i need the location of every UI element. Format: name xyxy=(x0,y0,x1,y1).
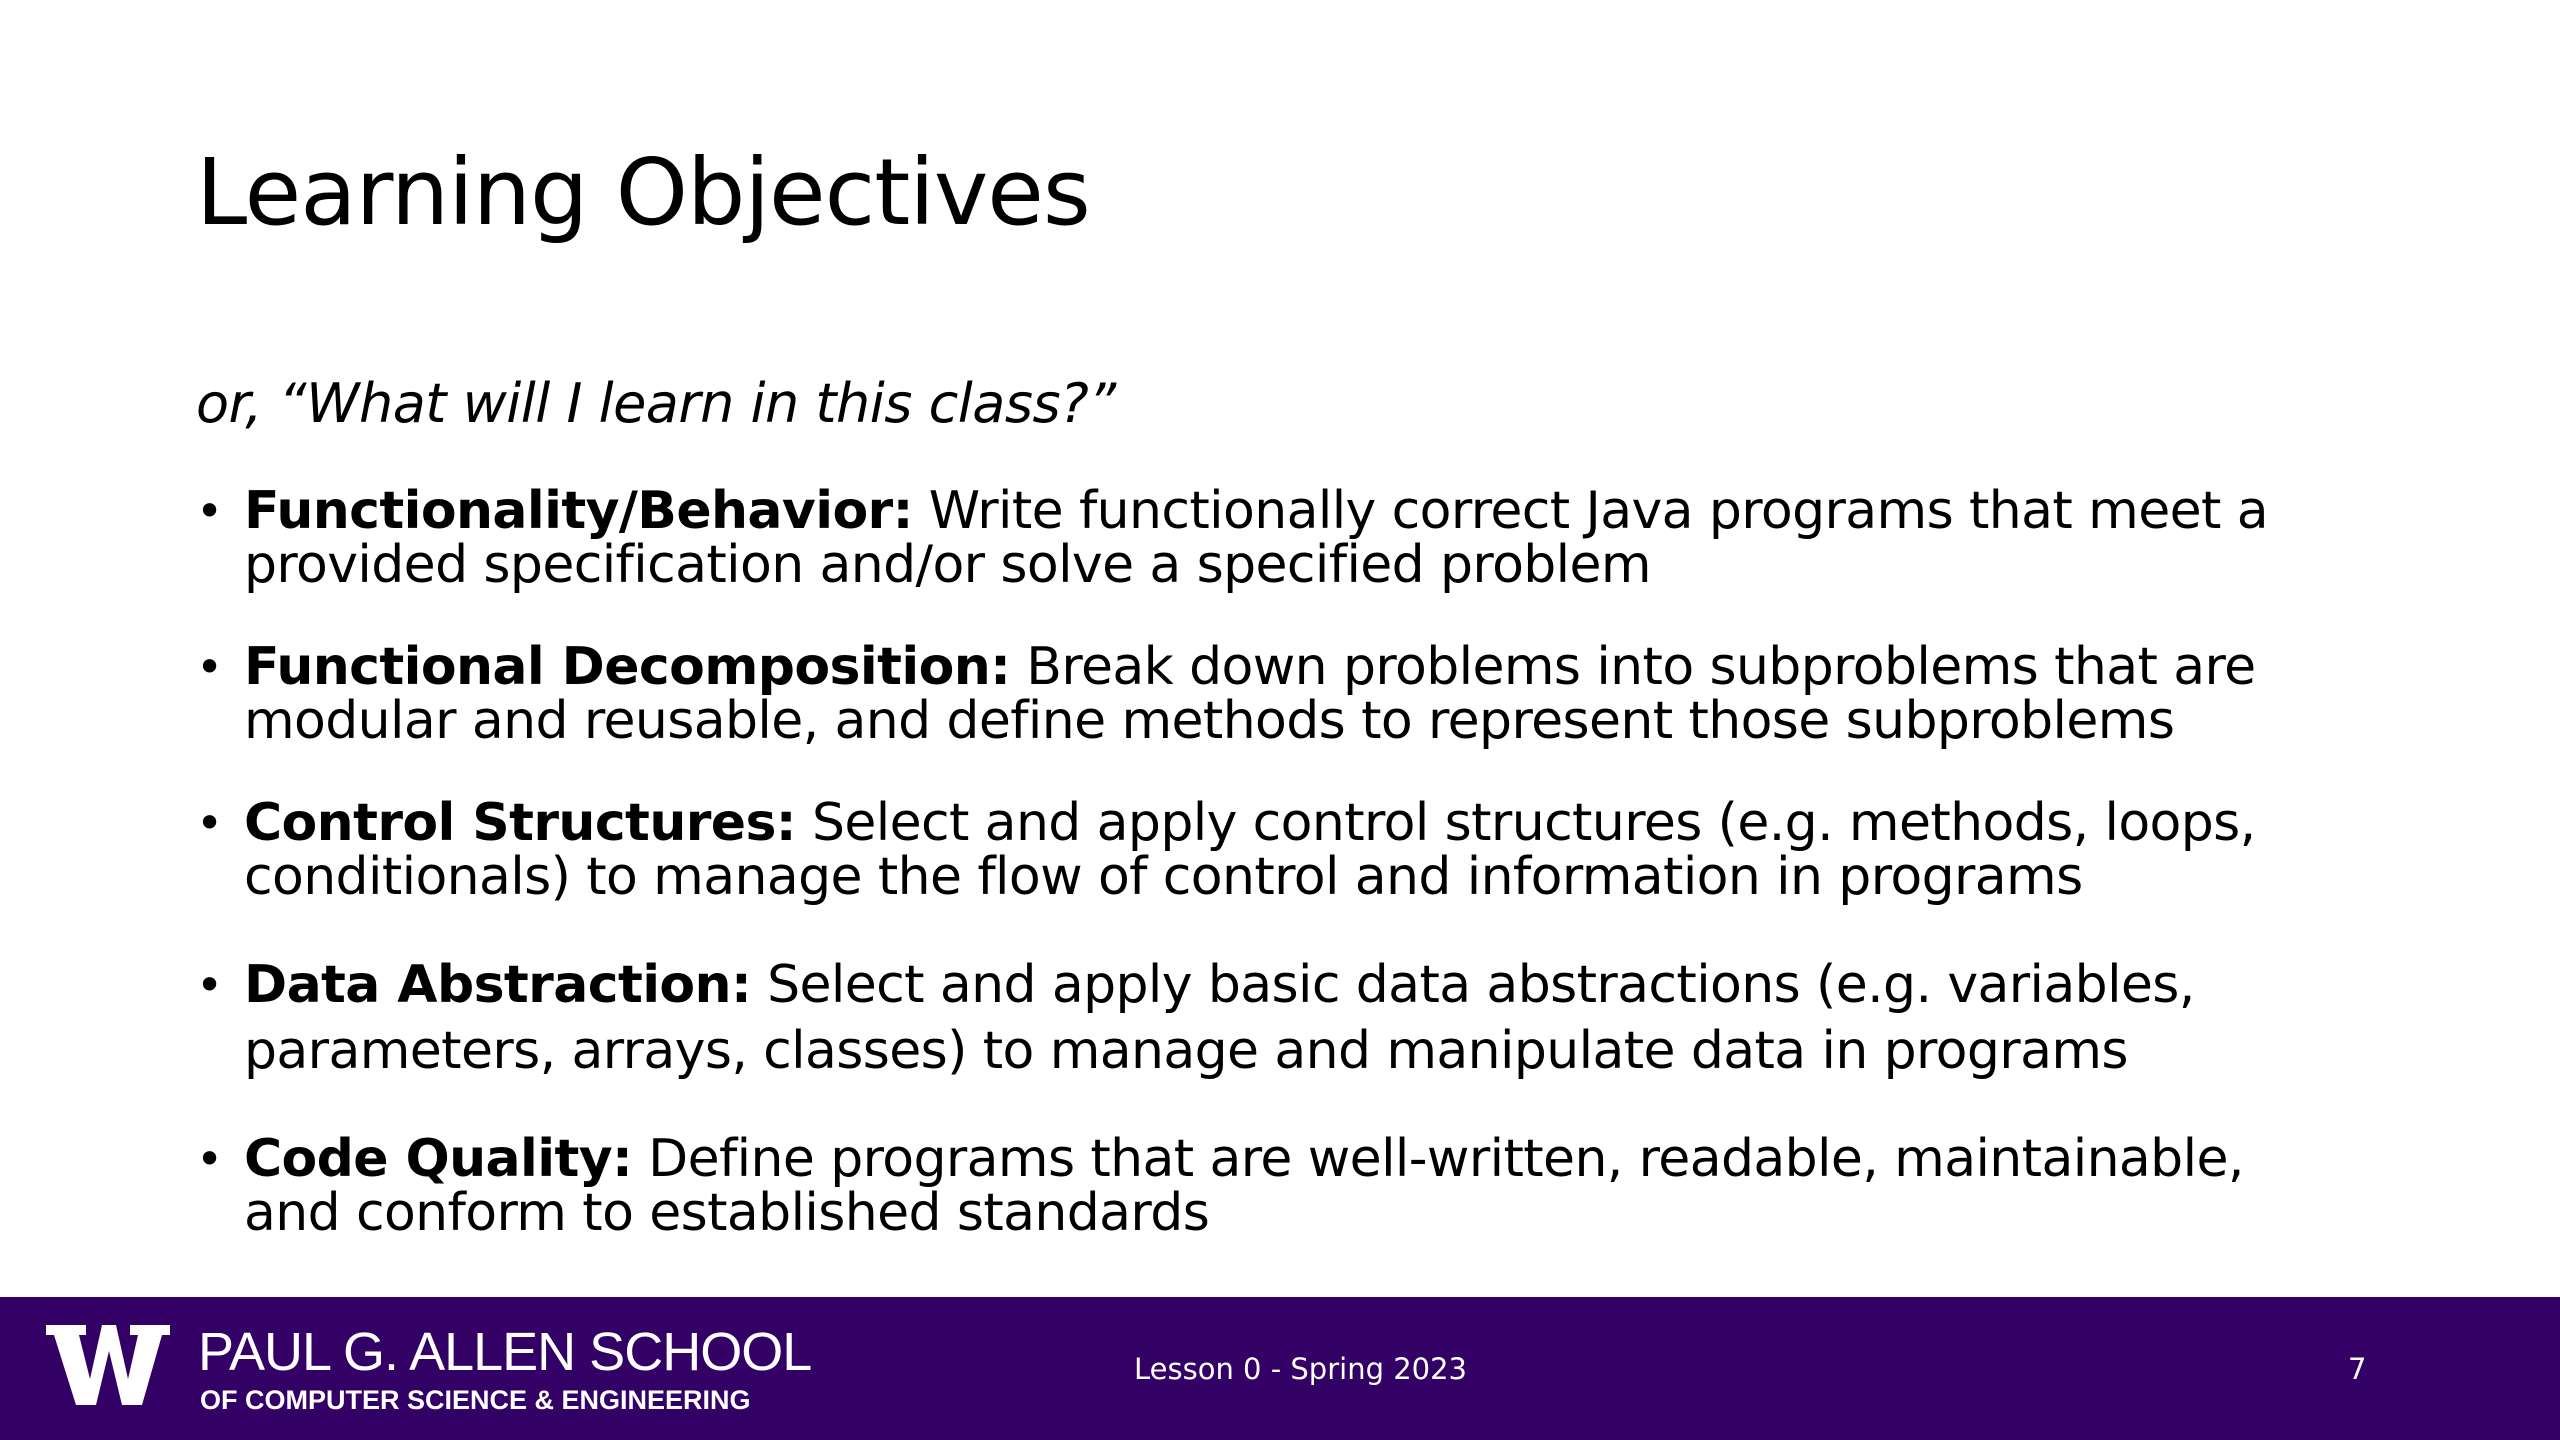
objective-term: Functional Decomposition: xyxy=(244,637,1011,697)
objective-text: Select and apply basic data abstractions (e.g. variables, parameters, arrays, classes) to manage and manipulate data in programs xyxy=(244,955,2195,1081)
lesson-label: Lesson 0 - Spring 2023 xyxy=(1134,1352,1468,1386)
bullet-icon: • xyxy=(196,796,223,850)
objective-text: Break down problems into subproblems that are modular and reusable, and define methods to represent those subproblems xyxy=(244,637,2256,751)
objective-text: Define programs that are well-written, readable, maintainable, and conform to established standards xyxy=(244,1129,2244,1243)
bullet-icon: • xyxy=(196,1132,223,1186)
objective-decomposition xyxy=(196,637,2336,751)
school-name: PAUL G. ALLEN SCHOOL xyxy=(198,1322,812,1382)
uw-w-logo-icon xyxy=(46,1321,170,1409)
bullet-icon: • xyxy=(196,958,223,1012)
objective-term: Code Quality: xyxy=(244,1129,633,1189)
page-number: 7 xyxy=(2348,1352,2367,1386)
bullet-icon: • xyxy=(196,640,223,694)
slide-title: Learning Objectives xyxy=(196,139,1090,246)
footer-bar xyxy=(0,1297,2560,1440)
objective-data-abstraction xyxy=(196,952,2336,1084)
slide-subtitle: or, “What will I learn in this class?” xyxy=(196,372,1116,435)
school-department: OF COMPUTER SCIENCE & ENGINEERING xyxy=(200,1385,751,1415)
objectives-list xyxy=(196,481,2336,1288)
objective-text: Select and apply control structures (e.g. methods, loops, conditionals) to manage the flow of control and information in programs xyxy=(244,793,2256,907)
objective-code-quality xyxy=(196,1129,2336,1243)
objective-term: Data Abstraction: xyxy=(244,955,752,1015)
objective-text: Write functionally correct Java programs that meet a provided specification and/or solve a specified problem xyxy=(244,481,2268,595)
bullet-icon: • xyxy=(196,484,223,538)
objective-term: Control Structures: xyxy=(244,793,796,853)
objective-control-structures xyxy=(196,793,2336,907)
objective-term: Functionality/Behavior: xyxy=(244,481,913,541)
objective-functionality xyxy=(196,481,2336,595)
